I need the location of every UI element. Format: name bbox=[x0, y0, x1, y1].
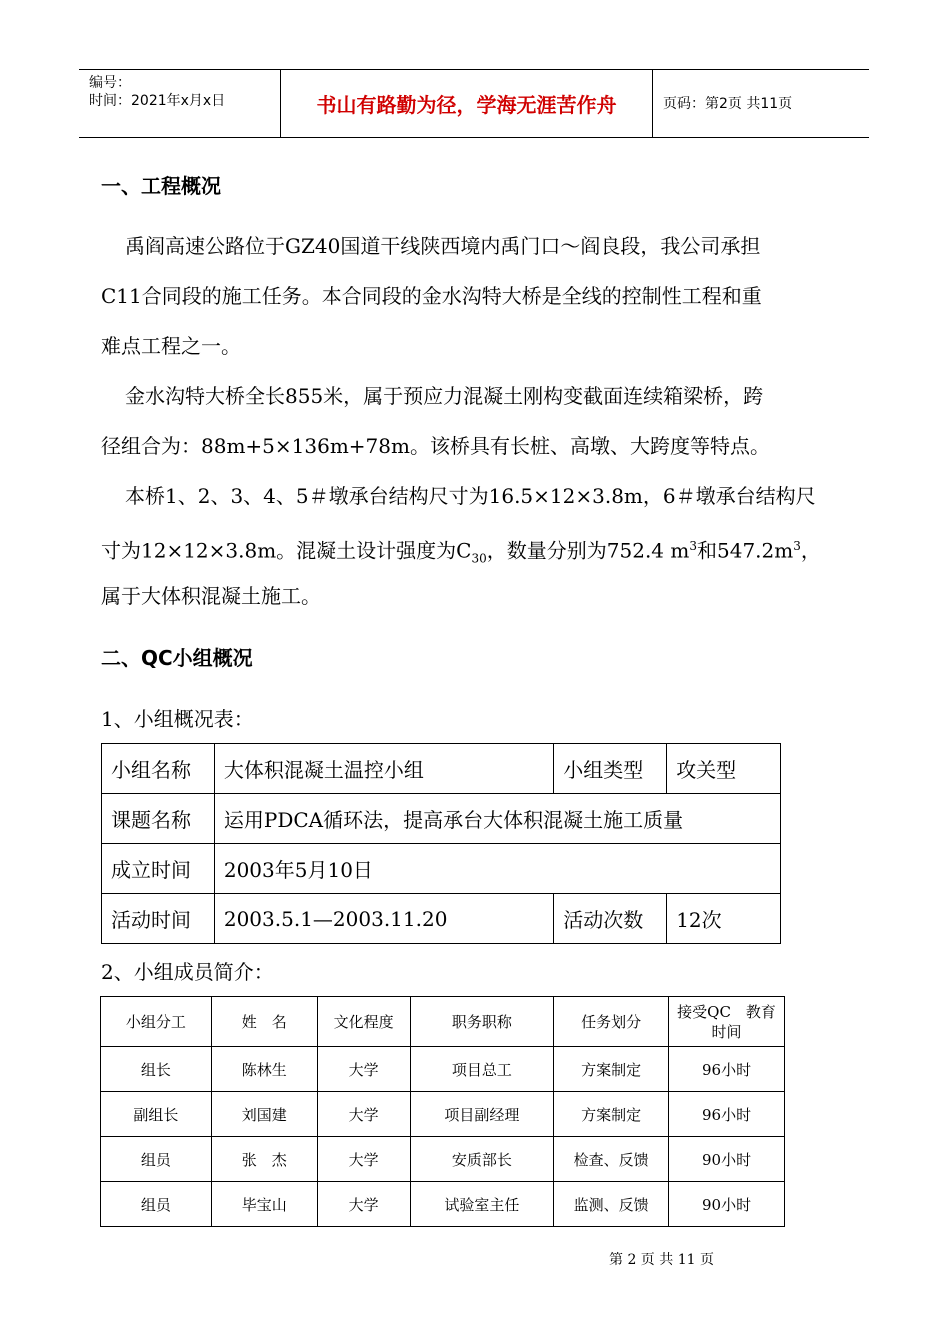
table-cell: 组长 bbox=[101, 1047, 212, 1092]
table-cell: 大学 bbox=[317, 1047, 410, 1092]
table-cell: 试验室主任 bbox=[410, 1182, 554, 1227]
table-cell: 陈林生 bbox=[211, 1047, 317, 1092]
text-run: 和547.2m bbox=[697, 538, 794, 563]
table-row bbox=[101, 1047, 785, 1092]
table-cell: 组员 bbox=[101, 1182, 212, 1227]
page-footer: 第 2 页 共 11 页 bbox=[609, 1252, 714, 1268]
document-number-label: 编号： bbox=[89, 75, 131, 91]
table-cell: 12次 bbox=[667, 894, 781, 944]
paragraph-line: 本桥1、2、3、4、5＃墩承台结构尺寸为16.5×12×3.8m，6＃墩承台结构尺 bbox=[125, 484, 816, 508]
table-cell: 大学 bbox=[317, 1092, 410, 1137]
superscript: 3 bbox=[689, 539, 697, 553]
table-cell: 项目副经理 bbox=[410, 1092, 554, 1137]
table-cell: 副组长 bbox=[101, 1092, 212, 1137]
table-cell: 攻关型 bbox=[667, 744, 781, 794]
table-cell: 张 杰 bbox=[211, 1137, 317, 1182]
table-cell: 活动时间 bbox=[102, 894, 215, 944]
table-row bbox=[102, 844, 781, 894]
paragraph-line: 难点工程之一。 bbox=[101, 334, 241, 358]
table-header-cell: 小组分工 bbox=[101, 997, 212, 1047]
text-run: 寸为12×12×3.8m。混凝土设计强度为C bbox=[101, 538, 472, 563]
table-cell: 课题名称 bbox=[102, 794, 215, 844]
table-row bbox=[101, 1137, 785, 1182]
text-run: ，数量分别为752.4 m bbox=[486, 538, 690, 563]
table-cell: 方案制定 bbox=[554, 1092, 669, 1137]
table-cell: 2003.5.1—2003.11.20 bbox=[214, 894, 553, 944]
table-cell: 检查、反馈 bbox=[554, 1137, 669, 1182]
table-cell: 小组名称 bbox=[102, 744, 215, 794]
header-page-number: 页码：第2页 共11页 bbox=[663, 96, 793, 112]
group-overview-table bbox=[101, 743, 781, 944]
page-header bbox=[79, 69, 869, 138]
paragraph-line: C11合同段的施工任务。本合同段的金水沟特大桥是全线的控制性工程和重 bbox=[101, 284, 762, 308]
table-header-cell: 任务划分 bbox=[554, 997, 669, 1047]
table-header-cell: 接受QC 教育时间 bbox=[669, 997, 785, 1047]
table-cell: 90小时 bbox=[669, 1137, 785, 1182]
table-cell: 活动次数 bbox=[554, 894, 667, 944]
subheading-overview-table: 1、小组概况表： bbox=[101, 707, 254, 731]
paragraph-line: 禹阎高速公路位于GZ40国道干线陕西境内禹门口～阎良段，我公司承担 bbox=[125, 234, 761, 258]
table-cell: 2003年5月10日 bbox=[214, 844, 780, 894]
table-cell: 成立时间 bbox=[102, 844, 215, 894]
table-cell: 运用PDCA循环法，提高承台大体积混凝土施工质量 bbox=[214, 794, 780, 844]
table-row bbox=[101, 1182, 785, 1227]
table-header-row bbox=[101, 997, 785, 1047]
table-cell: 90小时 bbox=[669, 1182, 785, 1227]
table-row bbox=[102, 794, 781, 844]
table-cell: 96小时 bbox=[669, 1047, 785, 1092]
section-heading-overview: 一、工程概况 bbox=[101, 174, 221, 198]
header-motto-cell bbox=[281, 70, 653, 137]
subscript: 30 bbox=[471, 551, 487, 566]
table-cell: 96小时 bbox=[669, 1092, 785, 1137]
subheading-members-table: 2、小组成员简介： bbox=[101, 960, 274, 984]
table-cell: 大学 bbox=[317, 1182, 410, 1227]
table-cell: 大学 bbox=[317, 1137, 410, 1182]
paragraph-line: 金水沟特大桥全长855米，属于预应力混凝土刚构变截面连续箱梁桥，跨 bbox=[125, 384, 764, 408]
paragraph-line: 属于大体积混凝土施工。 bbox=[101, 584, 321, 608]
table-header-cell: 文化程度 bbox=[317, 997, 410, 1047]
table-row bbox=[102, 894, 781, 944]
table-cell: 刘国建 bbox=[211, 1092, 317, 1137]
section-heading-qc-group: 二、QC小组概况 bbox=[101, 646, 253, 670]
table-cell: 项目总工 bbox=[410, 1047, 554, 1092]
superscript: 3 bbox=[793, 539, 801, 553]
table-cell: 毕宝山 bbox=[211, 1182, 317, 1227]
table-cell: 安质部长 bbox=[410, 1137, 554, 1182]
header-meta-cell bbox=[79, 70, 281, 137]
table-cell: 小组类型 bbox=[554, 744, 667, 794]
table-cell: 组员 bbox=[101, 1137, 212, 1182]
paragraph-line: 径组合为：88m+5×136m+78m。该桥具有长桩、高墩、大跨度等特点。 bbox=[101, 434, 770, 458]
table-cell: 大体积混凝土温控小组 bbox=[214, 744, 553, 794]
table-header-cell: 姓 名 bbox=[211, 997, 317, 1047]
table-header-cell: 职务职称 bbox=[410, 997, 554, 1047]
table-cell: 监测、反馈 bbox=[554, 1182, 669, 1227]
table-row bbox=[102, 744, 781, 794]
text-run: ， bbox=[800, 538, 821, 563]
motto-text: 书山有路勤为径，学海无涯苦作舟 bbox=[316, 93, 617, 117]
header-page-cell bbox=[653, 70, 869, 137]
table-cell: 方案制定 bbox=[554, 1047, 669, 1092]
members-table bbox=[100, 996, 785, 1227]
table-row bbox=[101, 1092, 785, 1137]
document-date-label: 时间：2021年x月x日 bbox=[89, 93, 226, 109]
